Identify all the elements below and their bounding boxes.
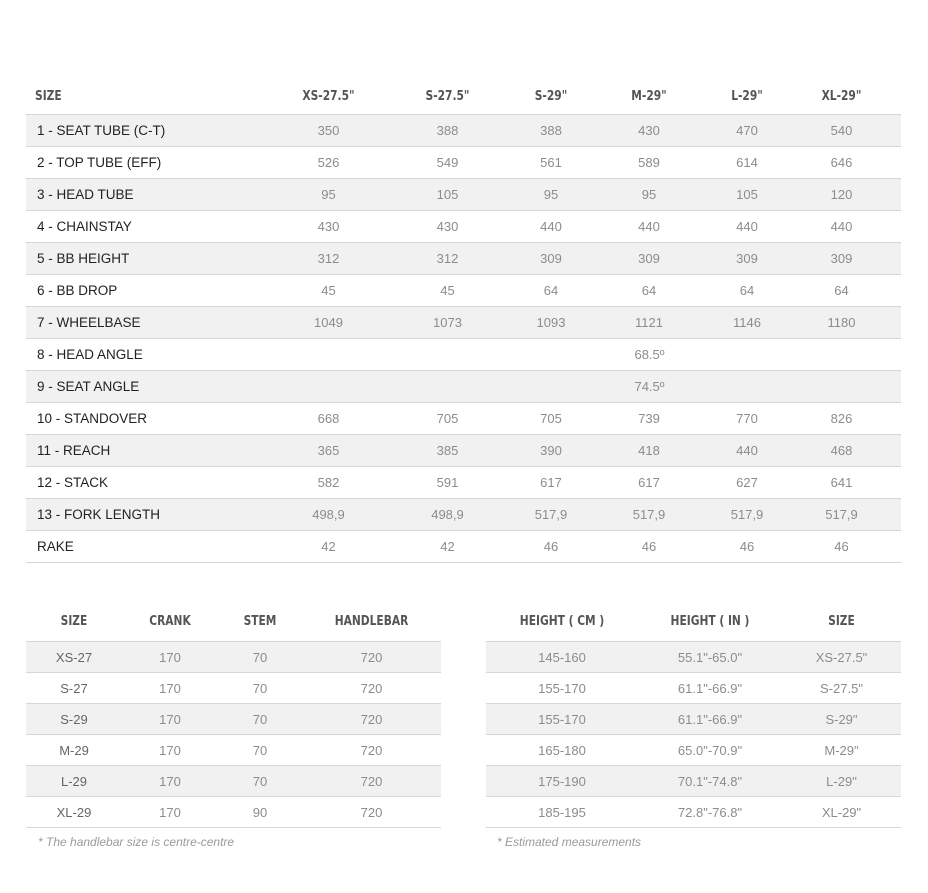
geometry-cell: 668 (278, 403, 379, 435)
geometry-cell: 46 (712, 531, 782, 563)
geometry-cell: 440 (782, 211, 901, 243)
geometry-row (26, 371, 901, 403)
sizing-table (486, 601, 901, 828)
components-cell: 720 (302, 735, 441, 766)
sizing-cell: 175-190 (486, 766, 638, 797)
geometry-cell: 589 (586, 147, 712, 179)
geometry-row-label: 12 - STACK (26, 467, 278, 499)
geometry-cell: 309 (782, 243, 901, 275)
geometry-row (26, 307, 901, 339)
sizing-cell: XS-27.5" (782, 642, 901, 673)
sizing-column-header: HEIGHT ( IN ) (651, 601, 769, 642)
geometry-cell: 95 (516, 179, 586, 211)
components-row (26, 642, 441, 673)
components-row (26, 735, 441, 766)
components-cell: 70 (218, 735, 302, 766)
geometry-cell: 705 (516, 403, 586, 435)
components-column-header: STEM (226, 601, 295, 642)
sizing-column-header: SIZE (793, 601, 891, 642)
components-column-header: SIZE (35, 601, 114, 642)
sizing-cell: 165-180 (486, 735, 638, 766)
geometry-cell: 418 (586, 435, 712, 467)
geometry-row (26, 115, 901, 147)
components-cell: 170 (122, 673, 218, 704)
geometry-cell: 350 (278, 115, 379, 147)
geometry-row-label: 2 - TOP TUBE (EFF) (26, 147, 278, 179)
components-cell: S-29 (26, 704, 122, 735)
geometry-row-label: RAKE (26, 531, 278, 563)
geometry-row (26, 179, 901, 211)
geometry-cell: 365 (278, 435, 379, 467)
geometry-cell: 470 (712, 115, 782, 147)
components-row (26, 704, 441, 735)
components-cell: 170 (122, 797, 218, 828)
components-cell: L-29 (26, 766, 122, 797)
sizing-cell: 61.1"-66.9" (638, 673, 782, 704)
components-row (26, 673, 441, 704)
geometry-cell: 45 (278, 275, 379, 307)
components-cell: XL-29 (26, 797, 122, 828)
geometry-cell: 430 (379, 211, 516, 243)
components-cell: 170 (122, 766, 218, 797)
geometry-cell: 517,9 (782, 499, 901, 531)
geometry-cell: 1146 (712, 307, 782, 339)
geometry-cell: 64 (782, 275, 901, 307)
geometry-cell: 42 (278, 531, 379, 563)
components-cell: 70 (218, 704, 302, 735)
sizing-row (486, 673, 901, 704)
geometry-row (26, 499, 901, 531)
geometry-cell: 440 (586, 211, 712, 243)
handlebar-note: * The handlebar size is centre-centre (38, 835, 235, 849)
sizing-cell: XL-29" (782, 797, 901, 828)
geometry-cell: 498,9 (278, 499, 379, 531)
sizing-cell: 185-195 (486, 797, 638, 828)
sizing-header-row (486, 601, 901, 642)
geometry-cell: 46 (586, 531, 712, 563)
geometry-cell: 440 (516, 211, 586, 243)
components-cell: 720 (302, 673, 441, 704)
geometry-cell: 388 (516, 115, 586, 147)
geometry-cell: 1093 (516, 307, 586, 339)
geometry-cell: 440 (712, 435, 782, 467)
geometry-column-header: SIZE (26, 78, 233, 115)
sizing-cell: S-29" (782, 704, 901, 735)
geometry-cell: 540 (782, 115, 901, 147)
geometry-cell: 390 (516, 435, 586, 467)
geometry-cell: 517,9 (586, 499, 712, 531)
components-header-row (26, 601, 441, 642)
estimated-note: * Estimated measurements (497, 835, 642, 849)
geometry-cell: 64 (712, 275, 782, 307)
geometry-cell: 105 (712, 179, 782, 211)
sizing-cell: L-29" (782, 766, 901, 797)
geometry-cell-span: 68.5º (278, 339, 901, 371)
components-cell: 170 (122, 735, 218, 766)
geometry-cell: 468 (782, 435, 901, 467)
geometry-row (26, 403, 901, 435)
components-column-header: HANDLEBAR (315, 601, 429, 642)
geometry-cell: 517,9 (712, 499, 782, 531)
geometry-row-label: 11 - REACH (26, 435, 278, 467)
sizing-cell: 61.1"-66.9" (638, 704, 782, 735)
geometry-cell: 617 (586, 467, 712, 499)
components-cell: 70 (218, 673, 302, 704)
geometry-header-row (26, 78, 901, 115)
components-cell: XS-27 (26, 642, 122, 673)
sizing-row (486, 797, 901, 828)
components-cell: 70 (218, 642, 302, 673)
sizing-column-header: HEIGHT ( CM ) (500, 601, 625, 642)
geometry-row (26, 435, 901, 467)
geometry-cell: 312 (379, 243, 516, 275)
geometry-cell: 64 (586, 275, 712, 307)
geometry-row (26, 531, 901, 563)
geometry-cell: 641 (782, 467, 901, 499)
geometry-cell: 826 (782, 403, 901, 435)
geometry-row-label: 10 - STANDOVER (26, 403, 278, 435)
geometry-cell: 64 (516, 275, 586, 307)
geometry-row-label: 6 - BB DROP (26, 275, 278, 307)
geometry-cell: 739 (586, 403, 712, 435)
components-cell: 720 (302, 766, 441, 797)
components-cell: 90 (218, 797, 302, 828)
geometry-table (26, 78, 901, 563)
geometry-column-header: L-29" (718, 78, 775, 115)
components-cell: S-27 (26, 673, 122, 704)
components-column-header: CRANK (131, 601, 210, 642)
components-cell: M-29 (26, 735, 122, 766)
geometry-cell: 549 (379, 147, 516, 179)
geometry-row (26, 243, 901, 275)
geometry-cell: 385 (379, 435, 516, 467)
geometry-cell: 388 (379, 115, 516, 147)
components-cell: 70 (218, 766, 302, 797)
geometry-row (26, 275, 901, 307)
geometry-cell: 430 (278, 211, 379, 243)
geometry-cell: 526 (278, 147, 379, 179)
geometry-row-label: 4 - CHAINSTAY (26, 211, 278, 243)
geometry-row-label: 3 - HEAD TUBE (26, 179, 278, 211)
sizing-cell: 145-160 (486, 642, 638, 673)
sizing-row (486, 766, 901, 797)
geometry-row (26, 147, 901, 179)
geometry-cell: 1180 (782, 307, 901, 339)
components-cell: 720 (302, 797, 441, 828)
geometry-row-label: 9 - SEAT ANGLE (26, 371, 278, 403)
geometry-row-label: 7 - WHEELBASE (26, 307, 278, 339)
components-cell: 720 (302, 642, 441, 673)
geometry-column-header: XS-27.5" (287, 78, 370, 115)
geometry-cell: 95 (586, 179, 712, 211)
sizing-cell: M-29" (782, 735, 901, 766)
geometry-cell: 1073 (379, 307, 516, 339)
geometry-cell: 309 (586, 243, 712, 275)
sizing-cell: 70.1"-74.8" (638, 766, 782, 797)
sizing-row (486, 704, 901, 735)
geometry-cell: 1121 (586, 307, 712, 339)
geometry-cell: 95 (278, 179, 379, 211)
geometry-cell: 561 (516, 147, 586, 179)
sizing-cell: 155-170 (486, 704, 638, 735)
sizing-row (486, 735, 901, 766)
geometry-cell: 614 (712, 147, 782, 179)
sizing-cell: 55.1"-65.0" (638, 642, 782, 673)
geometry-column-header: S-29" (522, 78, 579, 115)
geometry-cell: 42 (379, 531, 516, 563)
geometry-column-header: M-29" (597, 78, 700, 115)
geometry-cell: 440 (712, 211, 782, 243)
components-cell: 170 (122, 642, 218, 673)
geometry-cell: 45 (379, 275, 516, 307)
geometry-cell: 120 (782, 179, 901, 211)
geometry-row-label: 5 - BB HEIGHT (26, 243, 278, 275)
geometry-cell: 105 (379, 179, 516, 211)
geometry-cell: 309 (516, 243, 586, 275)
geometry-row (26, 211, 901, 243)
geometry-cell: 309 (712, 243, 782, 275)
geometry-cell: 582 (278, 467, 379, 499)
geometry-cell: 312 (278, 243, 379, 275)
components-row (26, 797, 441, 828)
components-cell: 170 (122, 704, 218, 735)
geometry-row-label: 13 - FORK LENGTH (26, 499, 278, 531)
geometry-row (26, 339, 901, 371)
geometry-row-label: 8 - HEAD ANGLE (26, 339, 278, 371)
geometry-cell: 46 (782, 531, 901, 563)
geometry-cell-span: 74.5º (278, 371, 901, 403)
sizing-cell: 72.8"-76.8" (638, 797, 782, 828)
components-table (26, 601, 441, 828)
geometry-column-header: XL-29" (793, 78, 891, 115)
geometry-cell: 646 (782, 147, 901, 179)
geometry-cell: 498,9 (379, 499, 516, 531)
sizing-cell: 155-170 (486, 673, 638, 704)
geometry-row-label: 1 - SEAT TUBE (C-T) (26, 115, 278, 147)
sizing-row (486, 642, 901, 673)
geometry-row (26, 467, 901, 499)
geometry-cell: 627 (712, 467, 782, 499)
geometry-cell: 46 (516, 531, 586, 563)
components-cell: 720 (302, 704, 441, 735)
sizing-cell: 65.0"-70.9" (638, 735, 782, 766)
geometry-cell: 517,9 (516, 499, 586, 531)
geometry-column-header: S-27.5" (391, 78, 503, 115)
geometry-cell: 1049 (278, 307, 379, 339)
geometry-cell: 591 (379, 467, 516, 499)
geometry-cell: 770 (712, 403, 782, 435)
geometry-cell: 617 (516, 467, 586, 499)
geometry-cell: 705 (379, 403, 516, 435)
components-row (26, 766, 441, 797)
geometry-cell: 430 (586, 115, 712, 147)
sizing-cell: S-27.5" (782, 673, 901, 704)
